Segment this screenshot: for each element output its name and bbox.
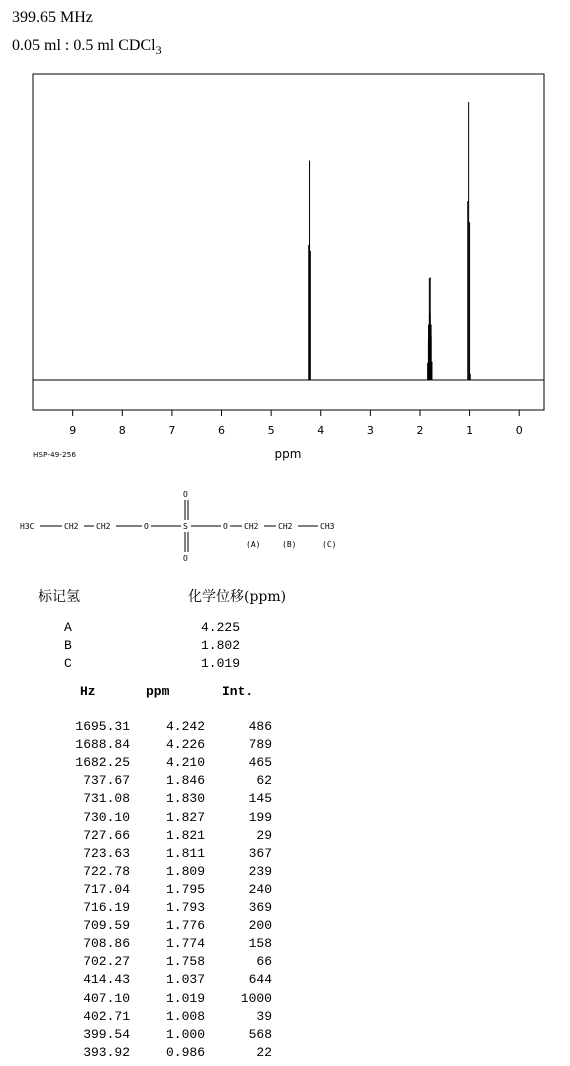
peak-hz-cell: 399.54 — [83, 1026, 130, 1042]
peak-int-cell: 199 — [248, 809, 272, 825]
table-row — [0, 810, 300, 828]
atom-o1: O — [144, 522, 149, 531]
atom-o-bottom: O — [183, 554, 188, 563]
assignment-shift: 1.802 — [201, 638, 241, 653]
table-row — [0, 864, 300, 882]
table-row — [0, 846, 300, 864]
peak-ppm-cell: 1.774 — [165, 936, 205, 952]
peak-int-cell: 644 — [248, 972, 272, 988]
x-axis-ticks — [69, 410, 523, 437]
peak-ppm-cell: 1.019 — [165, 990, 205, 1006]
peak-ppm-cell: 1.008 — [165, 1008, 205, 1024]
table-row — [0, 954, 300, 972]
peak-ppm-cell: 1.793 — [165, 900, 205, 915]
atom-ch2-4: CH2 — [278, 522, 293, 531]
table-row — [0, 737, 300, 755]
peak-hz-cell: 1695.31 — [75, 719, 130, 734]
assignment-shift: 1.019 — [201, 656, 241, 671]
table-row — [0, 918, 300, 936]
peak-int-cell: 789 — [248, 737, 272, 753]
peak-int-cell: 62 — [256, 773, 272, 789]
peak-ppm-cell: 1.827 — [165, 809, 205, 825]
label-b: (B) — [282, 540, 297, 549]
peak-hz-cell: 702.27 — [83, 954, 130, 970]
peak-hz-cell: 716.19 — [83, 900, 130, 915]
x-tick-label: 6 — [218, 424, 226, 437]
x-tick-label: 5 — [267, 424, 275, 437]
table-row — [0, 1009, 300, 1027]
table-row — [0, 773, 300, 791]
x-tick-label: 7 — [168, 424, 176, 437]
peak-ppm-cell: 1.758 — [165, 954, 205, 970]
peak-ppm-cell: 1.821 — [165, 827, 205, 843]
atom-h3c: H3C — [20, 522, 35, 531]
x-tick-label: 9 — [69, 424, 77, 437]
peak-int-cell: 1000 — [240, 990, 272, 1006]
peak-hz-cell: 414.43 — [83, 972, 130, 988]
peak-hz-cell: 727.66 — [83, 827, 130, 843]
assignment-label: C — [64, 656, 72, 671]
table-row — [0, 755, 300, 773]
peak-hz-cell: 1688.84 — [75, 737, 130, 753]
x-tick-label: 4 — [317, 424, 325, 437]
peak-int-cell: 66 — [256, 954, 272, 970]
peak-int-cell: 29 — [256, 827, 272, 843]
peak-ppm-cell: 4.242 — [165, 719, 205, 734]
table-row — [0, 719, 300, 737]
peak-header-ppm: ppm — [146, 684, 170, 699]
x-tick-label: 0 — [515, 424, 523, 437]
peak-int-cell: 465 — [248, 755, 272, 771]
peak-int-cell: 369 — [248, 900, 272, 915]
peak-ppm-cell: 1.795 — [165, 881, 205, 897]
peak-ppm-cell: 0.986 — [165, 1044, 205, 1060]
peak-ppm-cell: 1.809 — [165, 863, 205, 879]
label-a: (A) — [246, 540, 261, 549]
spectrometer-frequency: 399.65 MHz — [12, 9, 93, 26]
table-row — [0, 882, 300, 900]
atom-ch2-2: CH2 — [96, 522, 111, 531]
x-tick-label: 8 — [118, 424, 126, 437]
sample-subscript: 3 — [155, 43, 162, 57]
peak-hz-cell: 407.10 — [83, 990, 130, 1006]
atom-ch2-3: CH2 — [244, 522, 259, 531]
table-row — [0, 991, 300, 1009]
peak-int-cell: 39 — [256, 1008, 272, 1024]
peak-int-cell: 145 — [248, 791, 272, 807]
peak-int-cell: 200 — [248, 918, 272, 934]
peak-hz-cell: 737.67 — [83, 773, 130, 789]
table-row — [0, 900, 300, 918]
x-axis-label: ppm — [274, 447, 302, 461]
peak-header-hz: Hz — [80, 684, 96, 699]
peak-int-cell: 568 — [248, 1026, 272, 1042]
peak-hz-cell: 393.92 — [83, 1044, 130, 1060]
peak-int-cell: 158 — [248, 936, 272, 952]
table-row — [0, 936, 300, 954]
peak-int-cell: 240 — [248, 881, 272, 897]
table-row — [0, 828, 300, 846]
atom-o2: O — [223, 522, 228, 531]
x-tick-label: 2 — [416, 424, 424, 437]
peak-ppm-cell: 1.776 — [165, 918, 205, 934]
table-row — [0, 972, 300, 990]
assignment-label: B — [64, 638, 72, 653]
peak-ppm-cell: 4.210 — [165, 755, 205, 771]
peak-hz-cell: 717.04 — [83, 881, 130, 897]
assignment-header-label: 标记氢 — [38, 589, 80, 605]
peak-header-int: Int. — [222, 684, 254, 699]
atom-o-top: O — [183, 490, 188, 499]
nmr-spectrum-chart — [0, 0, 570, 470]
label-c: (C) — [322, 540, 337, 549]
peak-hz-cell: 1682.25 — [75, 755, 130, 771]
peak-int-cell: 239 — [248, 863, 272, 879]
peak-hz-cell: 723.63 — [83, 845, 130, 861]
atom-s: S — [183, 522, 188, 531]
sample-text: 0.05 ml : 0.5 ml CDCl — [12, 37, 156, 54]
peak-hz-cell: 722.78 — [83, 863, 130, 879]
peak-ppm-cell: 1.811 — [165, 845, 205, 861]
peak-ppm-cell: 1.830 — [165, 791, 205, 807]
peak-hz-cell: 708.86 — [83, 936, 130, 952]
atom-ch3: CH3 — [320, 522, 335, 531]
table-row — [0, 1027, 300, 1045]
x-tick-label: 1 — [466, 424, 474, 437]
peak-ppm-cell: 4.226 — [165, 737, 205, 753]
peak-hz-cell: 402.71 — [83, 1008, 130, 1024]
spectrum-code: HSP-49-256 — [33, 451, 77, 459]
peaks-layer — [309, 102, 471, 380]
peak-ppm-cell: 1.846 — [165, 773, 205, 789]
assignment-header-shift: 化学位移(ppm) — [188, 589, 287, 605]
peak-int-cell: 22 — [256, 1044, 272, 1060]
table-row — [0, 791, 300, 809]
assignment-shift: 4.225 — [201, 620, 241, 635]
peak-int-cell: 486 — [248, 719, 272, 734]
peak-int-cell: 367 — [248, 845, 272, 861]
assignment-label: A — [64, 620, 72, 635]
peak-ppm-cell: 1.037 — [165, 972, 205, 988]
peak-hz-cell: 731.08 — [83, 791, 130, 807]
x-tick-label: 3 — [366, 424, 374, 437]
atom-ch2-1: CH2 — [64, 522, 79, 531]
peak-hz-cell: 730.10 — [83, 809, 130, 825]
table-row — [0, 1045, 300, 1063]
peak-ppm-cell: 1.000 — [165, 1026, 205, 1042]
molecule-structure — [20, 485, 350, 565]
peak-hz-cell: 709.59 — [83, 918, 130, 934]
